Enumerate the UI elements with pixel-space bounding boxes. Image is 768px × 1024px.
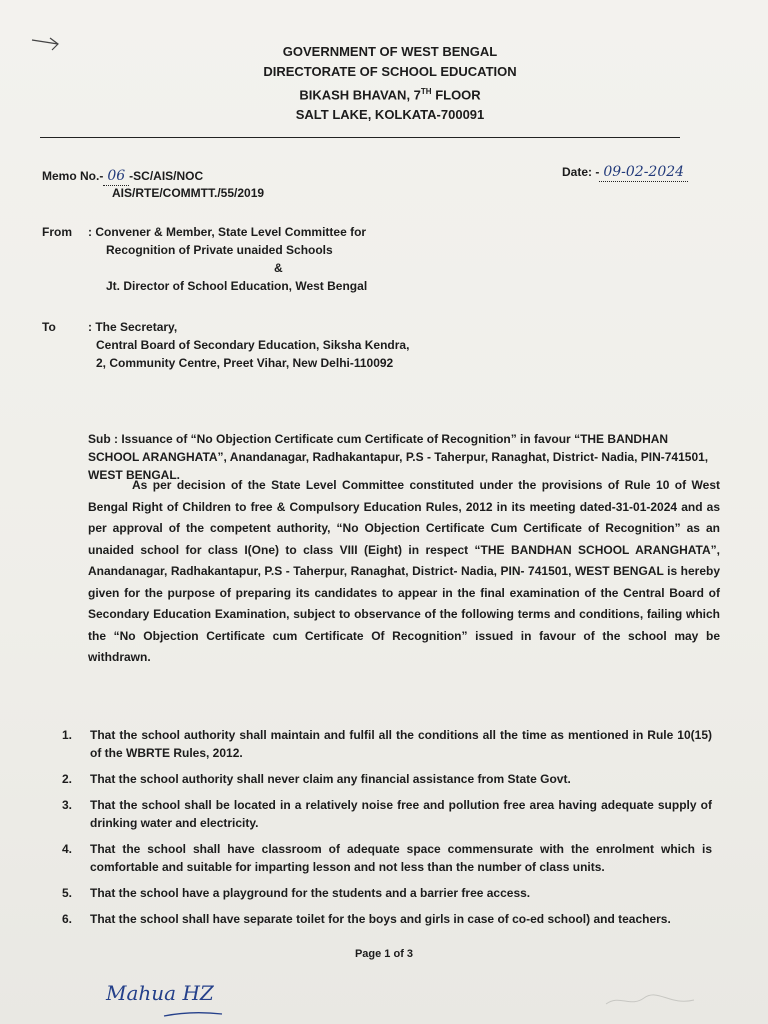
memo-date: Date: - 09-02-2024 [562,163,688,182]
condition-number: 1. [62,728,73,742]
condition-text: That the school shall have classroom of adequate space commensurate with the enrolment which is comfortable and suitable for imparting lesson and not less than the number of class units. [90,842,712,874]
condition-item [62,770,712,788]
condition-item [62,884,712,902]
condition-item [62,796,712,832]
condition-item [62,910,712,928]
letterhead-line-2: DIRECTORATE OF SCHOOL EDUCATION [263,64,517,79]
condition-text: That the school shall have separate toilet for the boys and girls in case of co-ed school) and teachers. [90,912,671,926]
body-paragraph: As per decision of the State Level Committee constituted under the provisions of Rule 10 of West Bengal Right of Children to free & Compulsory Education Rules, 2012 in its meeting dated-31-01-2024 and as per approval of the competent authority, “No Objection Certificate Cum Certificate of Recognition” as an unaided school for class I(One) to class VIII (Eight) in respect “THE BANDHAN SCHOOL ARANGHATA”, Anandanagar, Radhakantapur, P.S - Taherpur, Ranaghat, District- Nadia, PIN- 741501, WEST BENGAL is hereby given for the purpose of preparing its candidates to appear in the final examination of the Central Board of Secondary Education Examination, subject to observance of the following terms and conditions, failing which the “No Objection Certificate cum Certificate Of Recognition” issued in favour of the school may be withdrawn. [88,478,720,664]
reverse-side-bleed [600,990,700,1010]
signature [104,972,244,1020]
condition-number: 2. [62,772,73,786]
from-label: From [42,225,72,239]
condition-item [62,726,712,762]
letterhead-line-3: BIKASH BHAVAN, 7TH FLOOR [299,87,481,103]
memo-reference: AIS/RTE/COMMTT./55/2019 [112,186,265,200]
to-address: : The Secretary, Central Board of Secondary Education, Siksha Kendra, 2, Community Centre, Preet Vihar, New Delhi-110092 [88,320,410,370]
letterhead-line-4: SALT LAKE, KOLKATA-700091 [295,107,485,123]
from-address: : Convener & Member, State Level Committee for Recognition of Private unaided Schools & Jt. Director of School Education, West Bengal [88,225,368,293]
condition-text: That the school authority shall maintain and fulfil all the conditions all the time as mentioned in Rule 10(15) of the WBRTE Rules, 2012. [90,728,712,760]
pen-stroke-mark [28,34,64,54]
condition-item [62,840,712,876]
memo-number: Memo No.- 06 -SC/AIS/NOC [42,168,204,184]
to-label: To [42,320,56,334]
condition-number: 4. [62,842,73,856]
condition-number: 6. [62,912,73,926]
conditions-list [62,726,712,936]
date-handwritten: 09-02-2024 [599,163,688,182]
condition-number: 5. [62,886,73,900]
condition-text: That the school shall be located in a relatively noise free and pollution free area having adequate supply of drinking water and electricity. [90,798,712,830]
subject-line: Sub : Issuance of “No Objection Certificate cum Certificate of Recognition” in favour “THE BANDHAN SCHOOL ARANGHATA”, Anandanagar, Radhakantapur, P.S - Taherpur, Ranaghat, District- Nadia, PIN-741501, WEST BENGAL. [88,432,709,482]
header-divider [40,137,680,138]
svg-text:Mahua HZ: Mahua HZ [106,981,214,1005]
letterhead-line-1: GOVERNMENT OF WEST BENGAL [282,44,498,59]
condition-number: 3. [62,798,73,812]
page-number: Page 1 of 3 [354,948,414,960]
condition-text: That the school authority shall never claim any financial assistance from State Govt. [90,772,571,786]
condition-text: That the school have a playground for the students and a barrier free access. [90,886,531,900]
memo-number-handwritten: 06 [103,167,129,186]
letterhead [230,42,550,125]
signature-graphic [104,972,244,1020]
